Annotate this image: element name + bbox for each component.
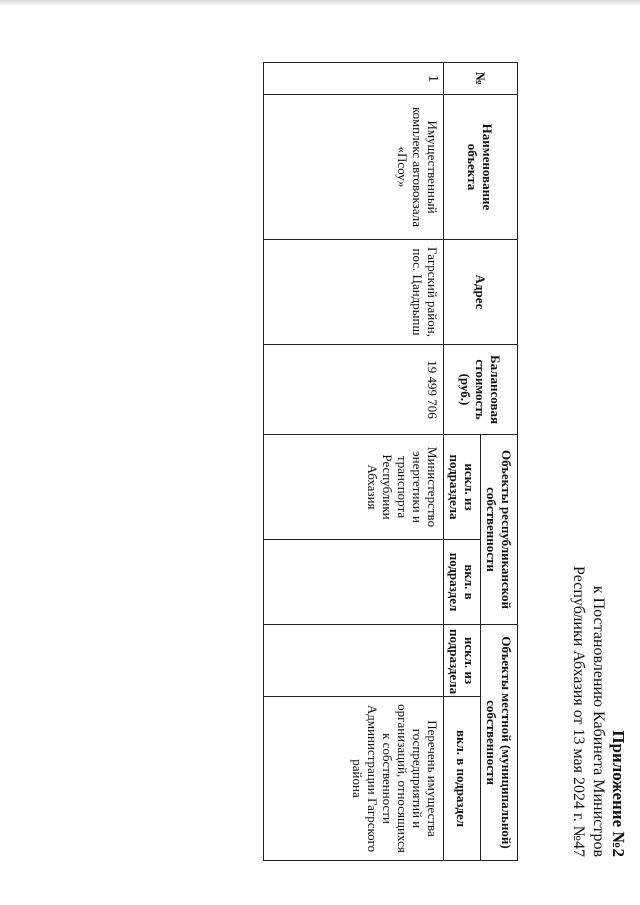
header-local-group: Объекты местной (муниципальной) собственности bbox=[481, 625, 518, 861]
header-balance: Балансовая стоимость (руб.) bbox=[444, 345, 518, 435]
header-rep-excluded: искл. из подраздела bbox=[444, 435, 481, 540]
header-loc-included: вкл. в подраздел bbox=[444, 697, 481, 861]
header-address: Адрес bbox=[444, 240, 518, 345]
header-loc-excluded: искл. из подраздела bbox=[444, 625, 481, 697]
cell-balance: 19 499 706 bbox=[264, 345, 444, 435]
header-republic-group: Объекты республиканской собственности bbox=[481, 435, 518, 625]
header-name: Наименование объекта bbox=[444, 95, 518, 240]
cell-loc-excluded bbox=[264, 625, 444, 697]
table-row bbox=[264, 63, 444, 861]
cell-loc-included: Перечень имущества госпредприятий и организаций, относящихся к собственности Администрации Гагрского района bbox=[264, 697, 444, 861]
appendix-title: Приложение №2 bbox=[609, 730, 628, 857]
header-number: № bbox=[444, 63, 518, 95]
cell-number: 1 bbox=[264, 63, 444, 95]
appendix-line-1: к Постановлению Кабинета Министров bbox=[590, 585, 607, 857]
cell-rep-included bbox=[264, 540, 444, 625]
cell-address: Гагрский район, пос. Цандрыпш bbox=[264, 240, 444, 345]
objects-table bbox=[263, 62, 518, 861]
cell-rep-excluded: Министерство энергетики и транспорта Республики Абхазия bbox=[264, 435, 444, 540]
appendix-line-2: Республики Абхазия от 13 мая 2024 г. №47 bbox=[570, 566, 587, 857]
appendix-block bbox=[568, 566, 628, 857]
header-row-1 bbox=[481, 63, 518, 861]
cell-name: Имущественный комплекс автовокзала «Псоу» bbox=[264, 95, 444, 240]
header-rep-included: вкл. в подраздел bbox=[444, 540, 481, 625]
